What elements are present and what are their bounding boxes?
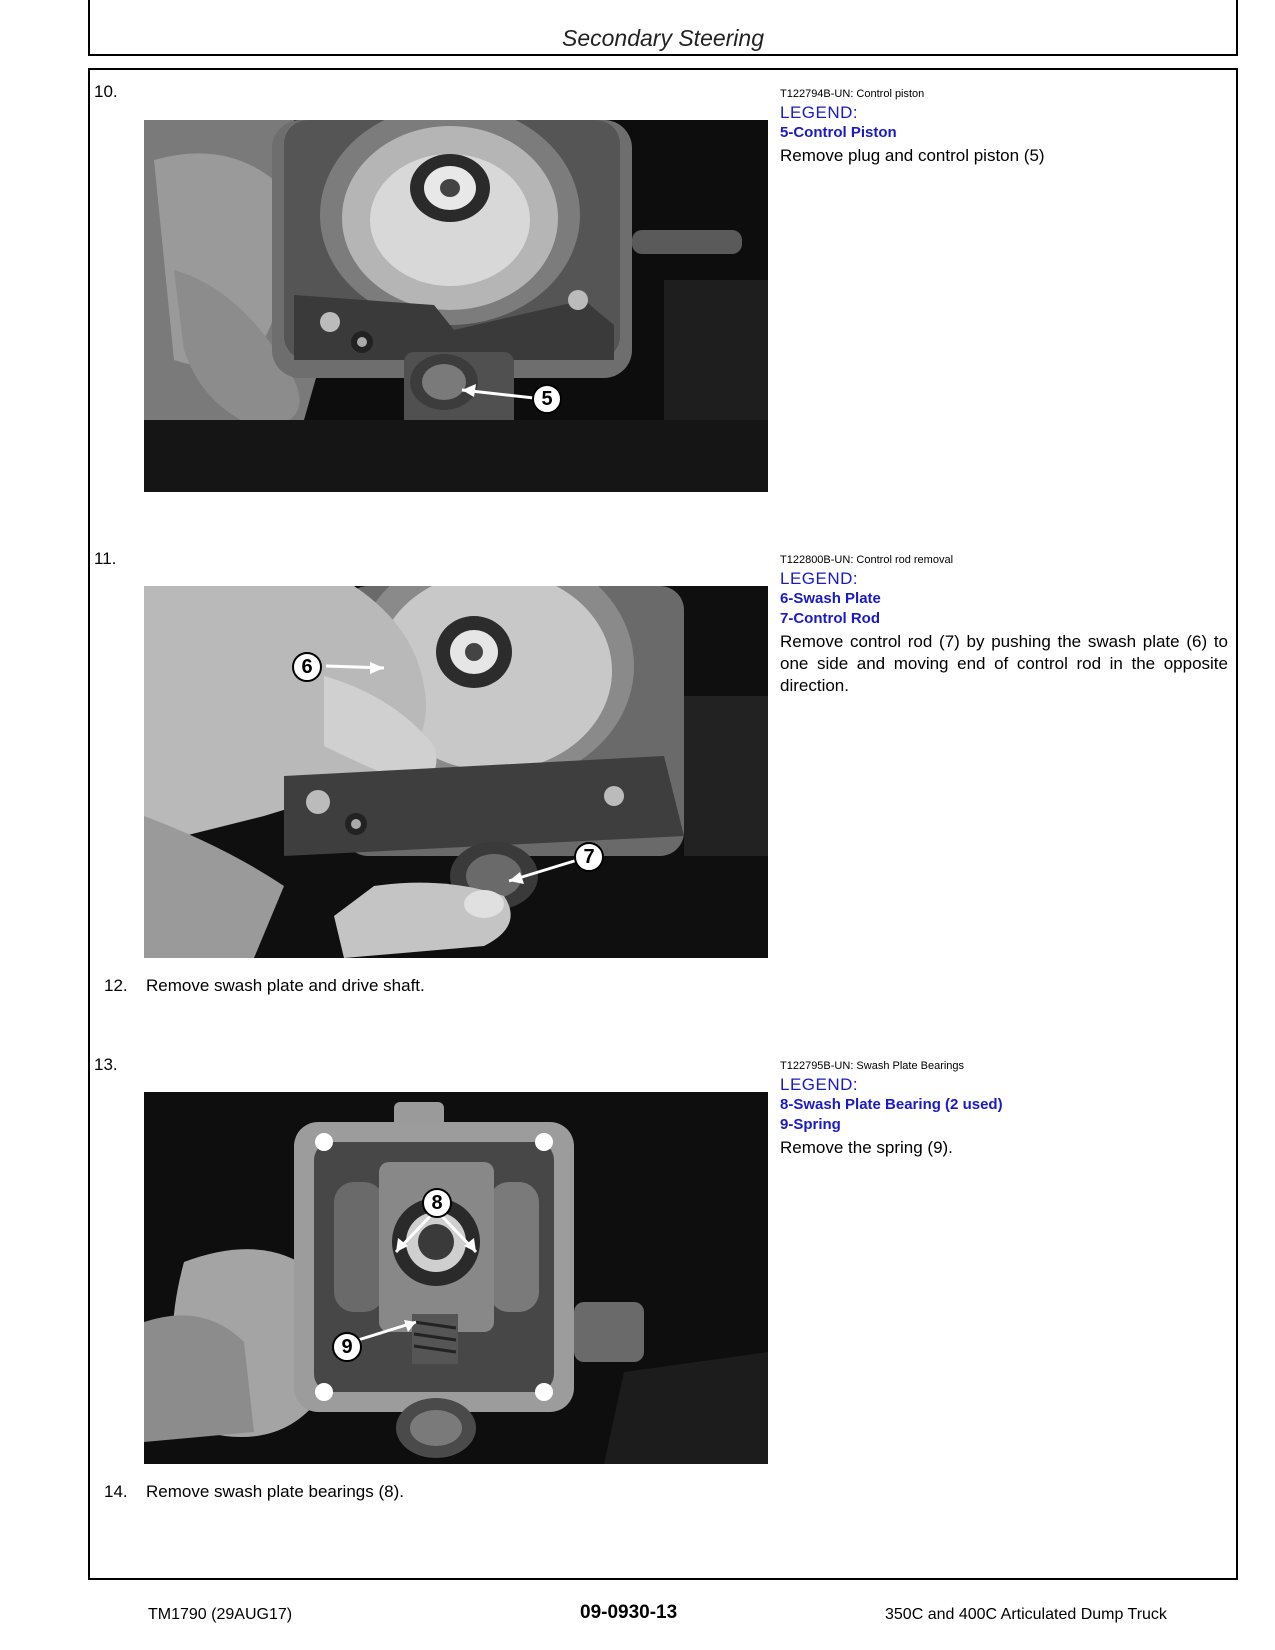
step-text: Remove swash plate bearings (8). [146, 1482, 404, 1501]
instruction-text: Remove the spring (9). [780, 1138, 953, 1157]
caption-step-13 [780, 1060, 1228, 1159]
legend-item: 8-Swash Plate Bearing (2 used) [780, 1096, 1003, 1113]
legend-item: 7-Control Rod [780, 610, 880, 627]
callout-5: 5 [532, 384, 562, 414]
legend-item: 6-Swash Plate [780, 590, 881, 607]
legend-item: 5-Control Piston [780, 124, 897, 141]
callout-7: 7 [574, 842, 604, 872]
step-number: 12. [104, 976, 128, 995]
section-title: Secondary Steering [561, 25, 764, 51]
caption-step-10 [780, 88, 1228, 167]
photo-illustration [144, 1092, 768, 1464]
step-number: 10. [94, 82, 118, 101]
instruction-text: Remove plug and control piston (5) [780, 146, 1045, 165]
photo-illustration [144, 586, 768, 958]
legend-item: 9-Spring [780, 1116, 841, 1133]
callout-6: 6 [292, 652, 322, 682]
step-number: 13. [94, 1055, 118, 1074]
step-number: 11. [94, 549, 117, 568]
step-12 [104, 976, 425, 996]
content-frame [88, 68, 1238, 1580]
doc-id: TM1790 (29AUG17) [148, 1606, 293, 1623]
figure-id: T122800B-UN: Control rod removal [780, 554, 954, 566]
figure-id: T122795B-UN: Swash Plate Bearings [780, 1060, 965, 1072]
page-header [88, 0, 1238, 56]
caption-step-11 [780, 554, 1228, 697]
instruction-text: Remove control rod (7) by pushing the swash plate (6) to one side and moving end of control rod in the opposite direction. [780, 632, 1228, 695]
page-footer [0, 1600, 1275, 1630]
photo-control-piston [144, 120, 768, 492]
callout-8: 8 [422, 1188, 452, 1218]
legend-title: LEGEND: [780, 103, 859, 122]
product-name: 350C and 400C Articulated Dump Truck [885, 1606, 1167, 1623]
step-number: 14. [104, 1482, 128, 1501]
step-text: Remove swash plate and drive shaft. [146, 976, 425, 995]
photo-control-rod-removal [144, 586, 768, 958]
photo-illustration [144, 120, 768, 492]
figure-id: T122794B-UN: Control piston [780, 88, 925, 100]
legend-title: LEGEND: [780, 569, 859, 588]
step-14 [104, 1482, 404, 1502]
legend-title: LEGEND: [780, 1075, 859, 1094]
photo-swash-plate-bearings [144, 1092, 768, 1464]
page-number: 09-0930-13 [580, 1602, 678, 1623]
callout-9: 9 [332, 1332, 362, 1362]
